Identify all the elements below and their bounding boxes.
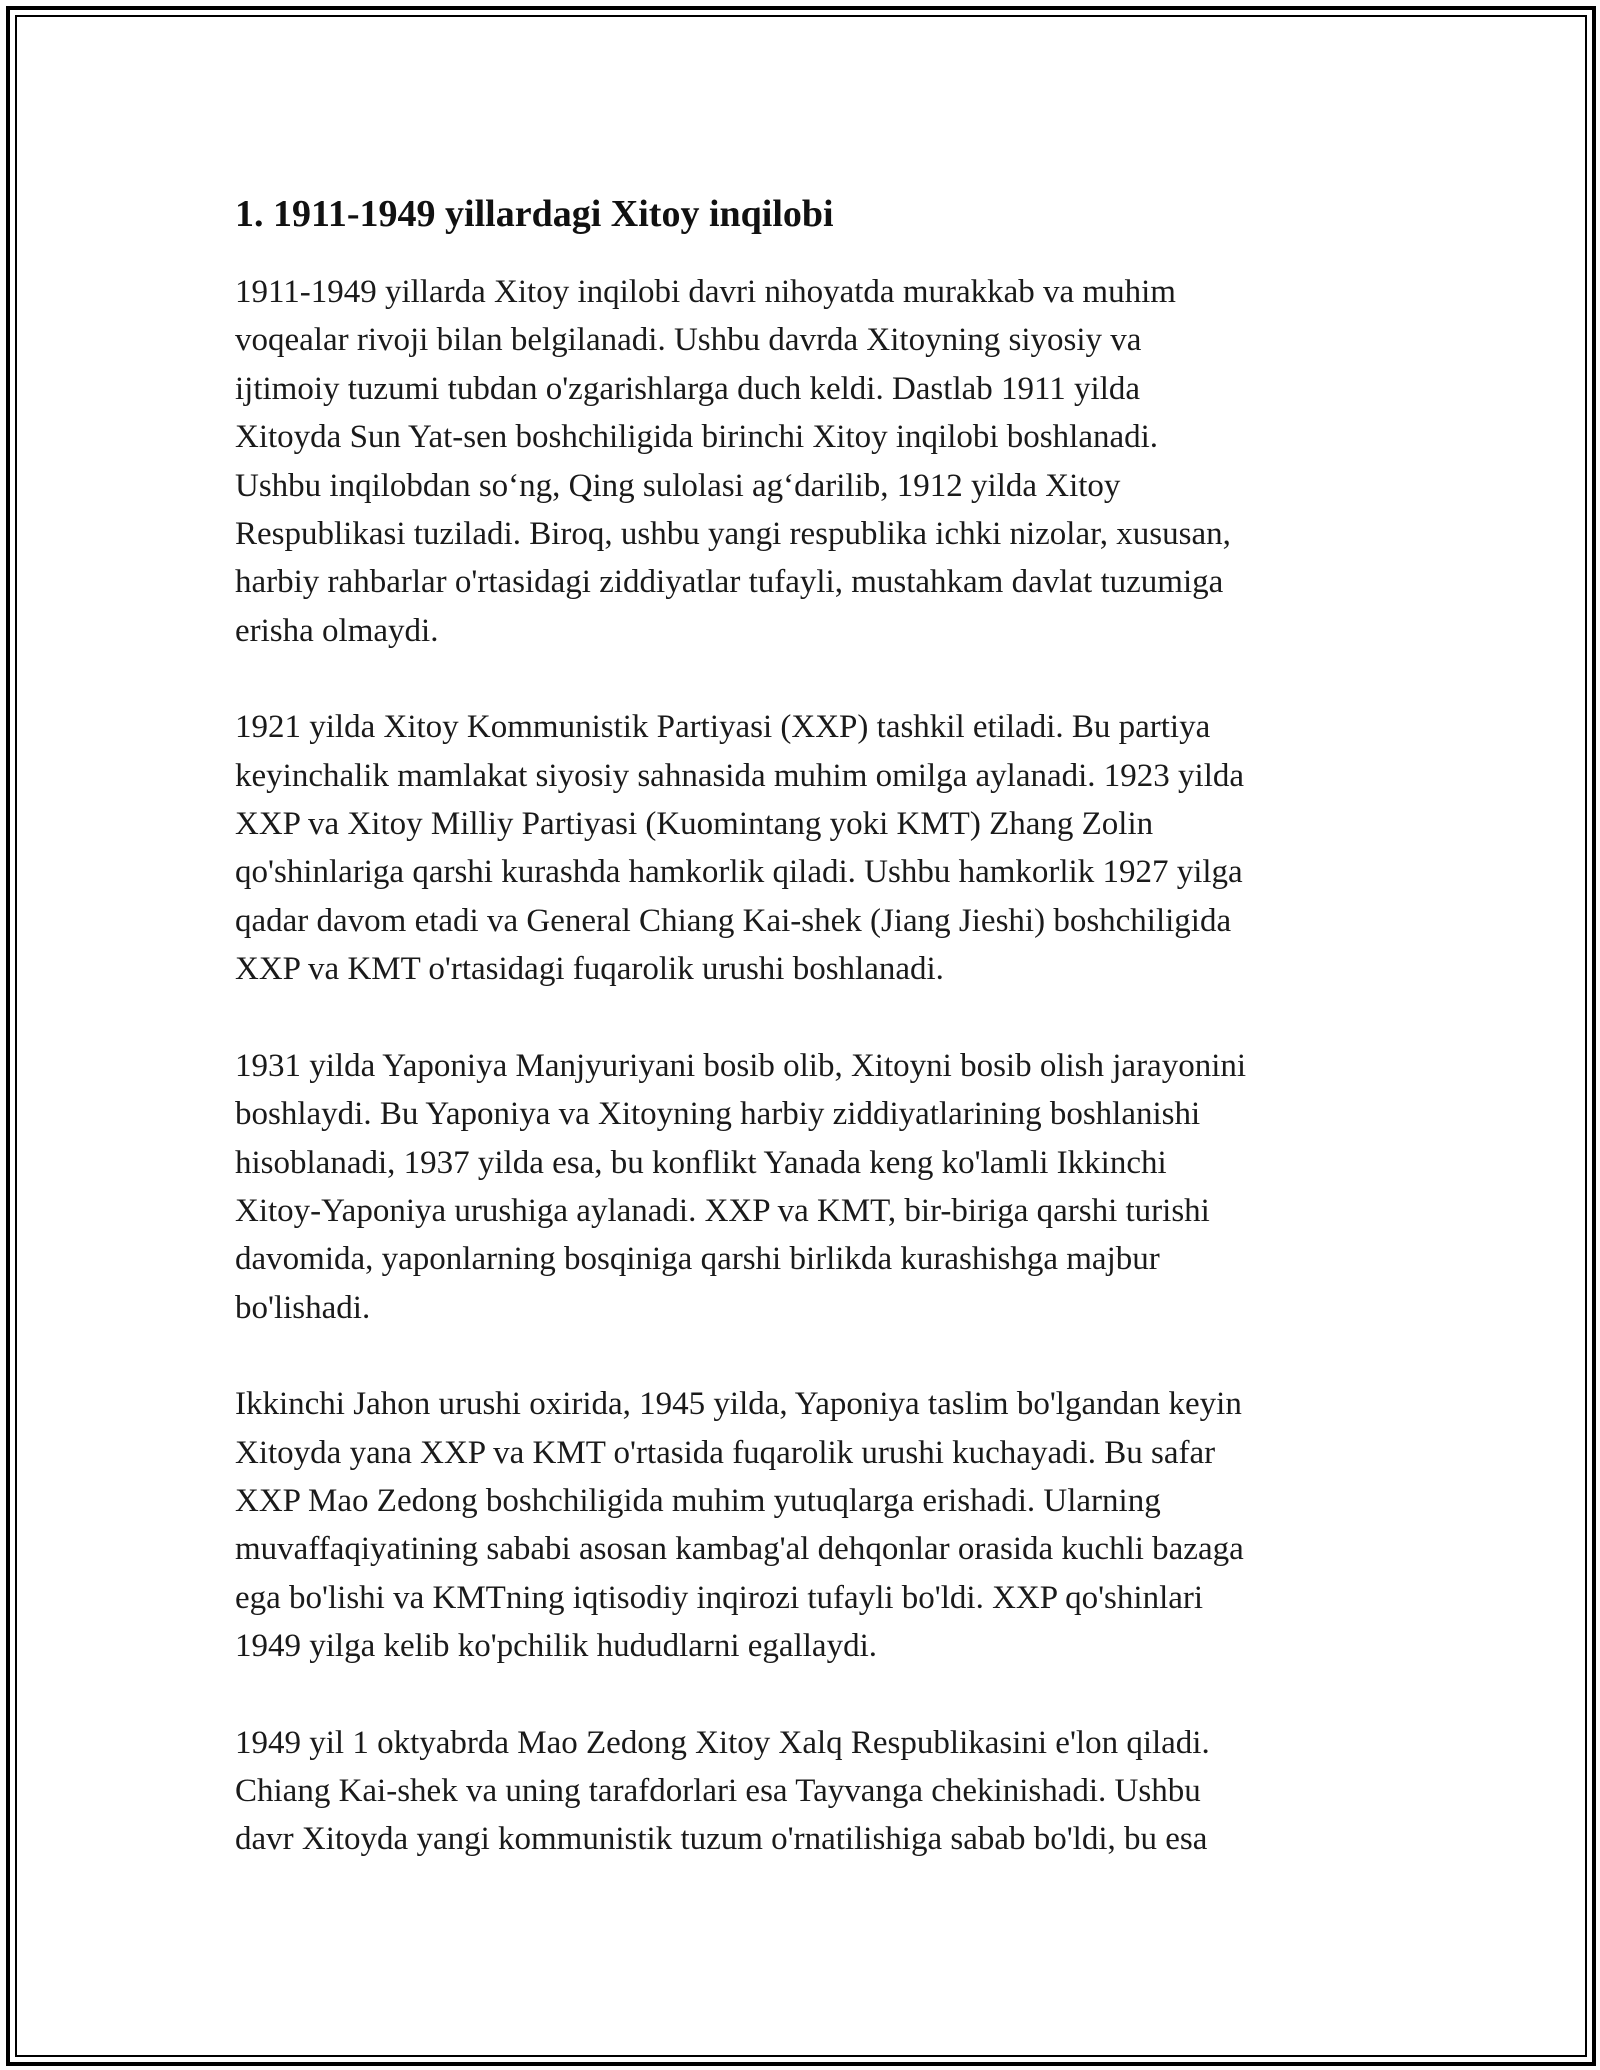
paragraph-4: Ikkinchi Jahon urushi oxirida, 1945 yilda, Yaponiya taslim bo'lgandan keyin Xitoyda yana XXP va KMT o'rtasida fuqarolik urushi kuchayadi. Bu safar XXP Mao Zedong boshchiligida muhim yutuqlarga erishadi. Ularning muvaffaqiyatining sababi asosan kambag'al dehqonlar orasida kuchli bazaga ega bo'lishi va KMTning iqtisodiy inqirozi tufayli bo'ldi. XXP qo'shinlari 1949 yilga kelib ko'pchilik hududlarni egallaydi.	[235, 1386, 1244, 1665]
paragraph-5: 1949 yil 1 oktyabrda Mao Zedong Xitoy Xalq Respublikasini e'lon qiladi. Chiang Kai-shek va uning tarafdorlari esa Tayvanga chekinishadi. Ushbu davr Xitoyda yangi kommunistik tuzum o'rnatilishiga sabab bo'ldi, bu esa	[235, 1724, 1210, 1858]
section-title: 1. 1911-1949 yillardagi Xitoy inqilobi	[235, 193, 834, 235]
document-page	[235, 190, 1385, 1912]
paragraph-3: 1931 yilda Yaponiya Manjyuriyani bosib olib, Xitoyni bosib olish jarayonini boshlaydi. Bu Yaponiya va Xitoyning harbiy ziddiyatlarining boshlanishi hisoblanadi, 1937 yilda esa, bu konflikt Yanada keng ko'lamli Ikkinchi Xitoy-Yaponiya urushiga aylanadi. XXP va KMT, bir-biriga qarshi turishi davomida, yaponlarning bosqiniga qarshi birlikda kurashishga majbur bo'lishadi.	[235, 1047, 1247, 1326]
paragraph-1: 1911-1949 yillarda Xitoy inqilobi davri nihoyatda murakkab va muhim voqealar rivoji bilan belgilanadi. Ushbu davrda Xitoyning siyosiy va ijtimoiy tuzumi tubdan o'zgarishlarga duch keldi. Dastlab 1911 yilda Xitoyda Sun Yat-sen boshchiligida birinchi Xitoy inqilobi boshlanadi. Ushbu inqilobdan so‘ng, Qing sulolasi ag‘darilib, 1912 yilda Xitoy Respublikasi tuziladi. Biroq, ushbu yangi respublika ichki nizolar, xususan, harbiy rahbarlar o'rtasidagi ziddiyatlar tufayli, mustahkam davlat tuzumiga erisha olmaydi.	[235, 274, 1231, 649]
paragraph-2: 1921 yilda Xitoy Kommunistik Partiyasi (XXP) tashkil etiladi. Bu partiya keyinchalik mamlakat siyosiy sahnasida muhim omilga aylanadi. 1923 yilda XXP va Xitoy Milliy Partiyasi (Kuomintang yoki KMT) Zhang Zolin qo'shinlariga qarshi kurashda hamkorlik qiladi. Ushbu hamkorlik 1927 yilga qadar davom etadi va General Chiang Kai-shek (Jiang Jieshi) boshchiligida XXP va KMT o'rtasidagi fuqarolik urushi boshlanadi.	[235, 709, 1245, 988]
